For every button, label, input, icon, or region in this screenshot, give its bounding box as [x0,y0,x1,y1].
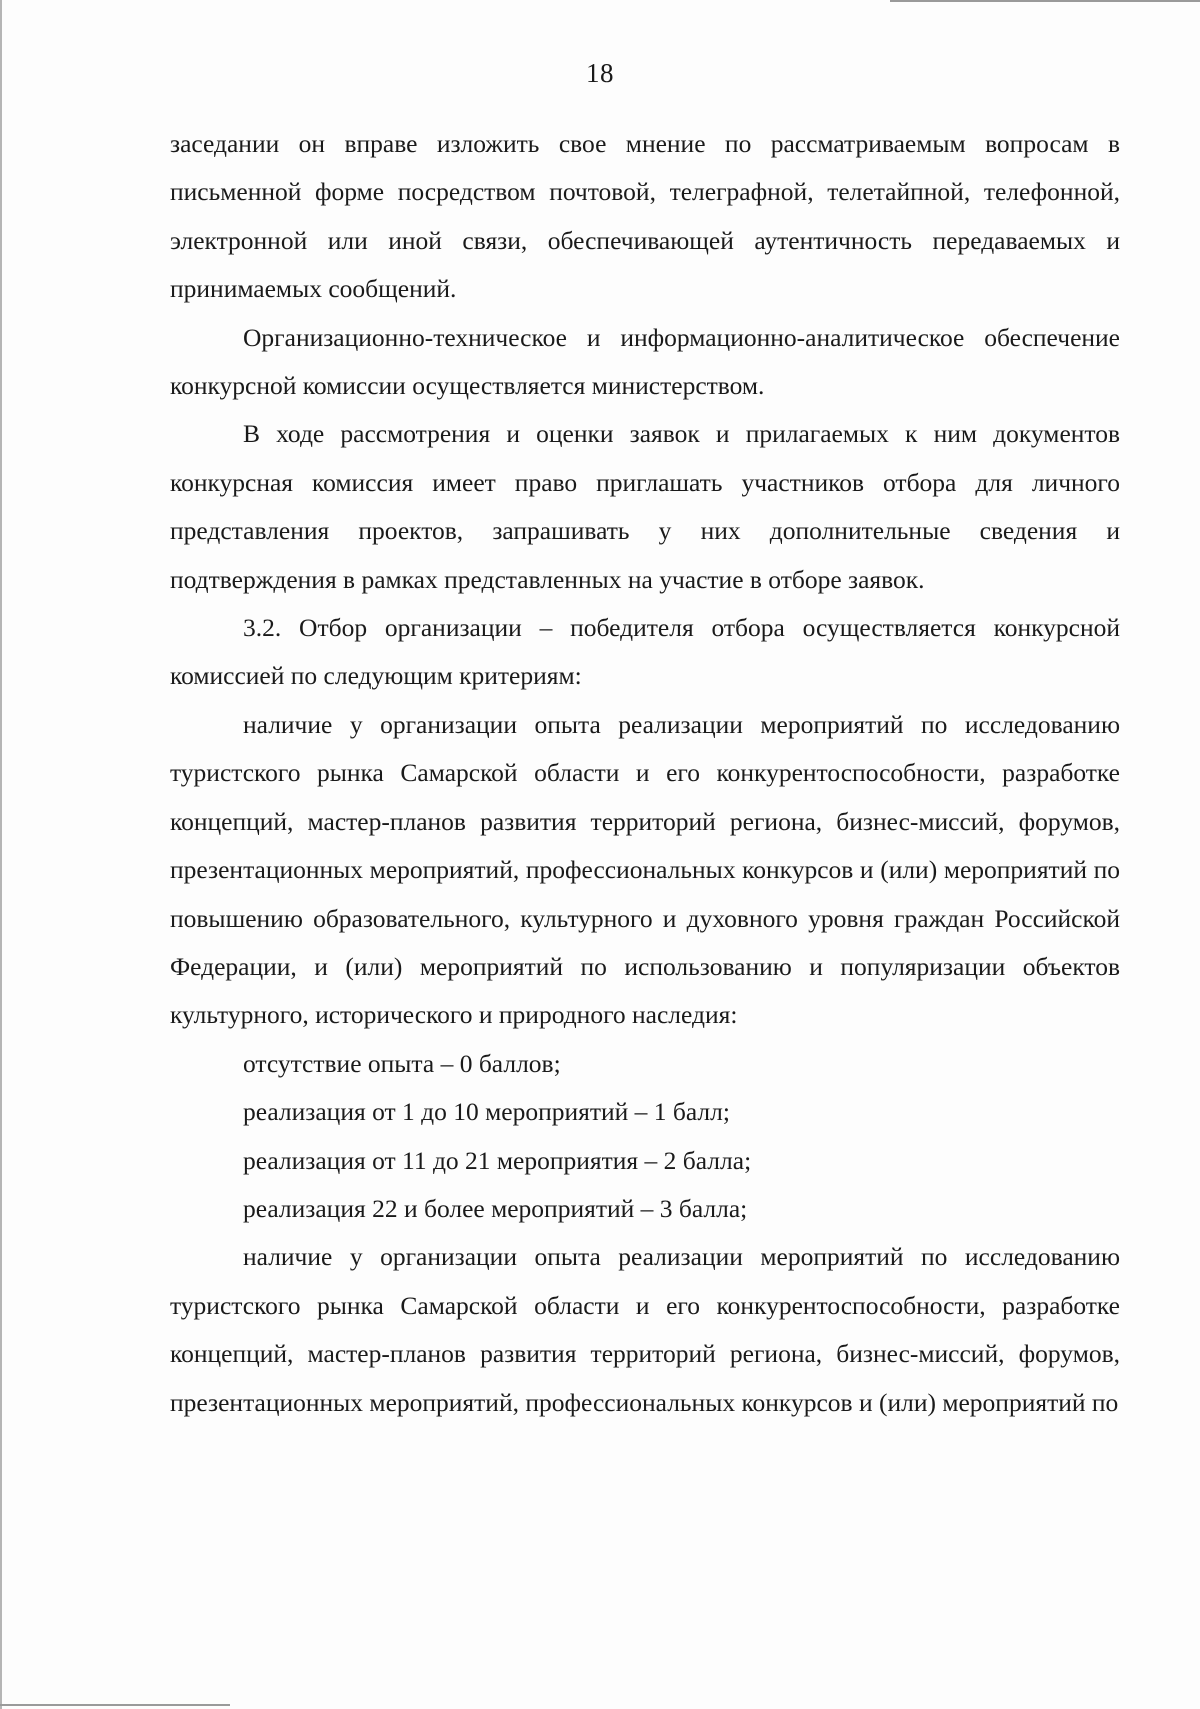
score-item-2: реализация от 11 до 21 мероприятия – 2 балла; [243,1145,752,1175]
scan-edge-bottom-line [0,1704,230,1706]
paragraph-criterion-1: наличие у организации опыта реализации мероприятий по исследованию туристского рынка Самарской области и его конкурентоспособности, разработке концепций, мастер-планов развития территорий региона, бизнес-миссий, форумов, презентационных мероприятий, профессиональных конкурсов и (или) мероприятий по повышению образовательного, культурного и духовного уровня граждан Российской Федерации, и (или) мероприятий по использованию и популяризации объектов культурного, исторического и природного наследия: [170,709,1120,1030]
scan-edge-top-line [890,0,1200,2]
scan-edge-left-line [0,0,2,1709]
paragraph-commission-rights: В ходе рассмотрения и оценки заявок и прилагаемых к ним документов конкурсная комиссия имеет право приглашать участников отбора для личного представления проектов, запрашивать у них дополнительные сведения и подтверждения в рамках представленных на участие в отборе заявок. [170,419,1120,594]
page-number: 18 [586,58,614,88]
score-item-3: реализация 22 и более мероприятий – 3 балла; [243,1193,748,1223]
score-item-0: отсутствие опыта – 0 баллов; [243,1048,561,1078]
document-body [170,120,1120,1427]
paragraph-section-3-2: 3.2. Отбор организации – победителя отбора осуществляется конкурсной комиссией по следующим критериям: [170,613,1120,691]
paragraph-technical-support: Организационно-техническое и информационно-аналитическое обеспечение конкурсной комиссии осуществляется министерством. [170,322,1120,401]
paragraph-continuation: заседании он вправе изложить свое мнение по рассматриваемым вопросам в письменной форме посредством почтовой, телеграфной, телетайпной, телефонной, электронной или иной связи, обеспечивающей аутентичность передаваемых и принимаемых сообщений. [170,129,1120,304]
score-item-1: реализация от 1 до 10 мероприятий – 1 балл; [243,1097,730,1127]
paragraph-criterion-2: наличие у организации опыта реализации мероприятий по исследованию туристского рынка Самарской области и его конкурентоспособности, разработке концепций, мастер-планов развития территорий региона, бизнес-миссий, форумов, презентационных мероприятий, профессиональных конкурсов и (или) мероприятий по [170,1242,1120,1417]
